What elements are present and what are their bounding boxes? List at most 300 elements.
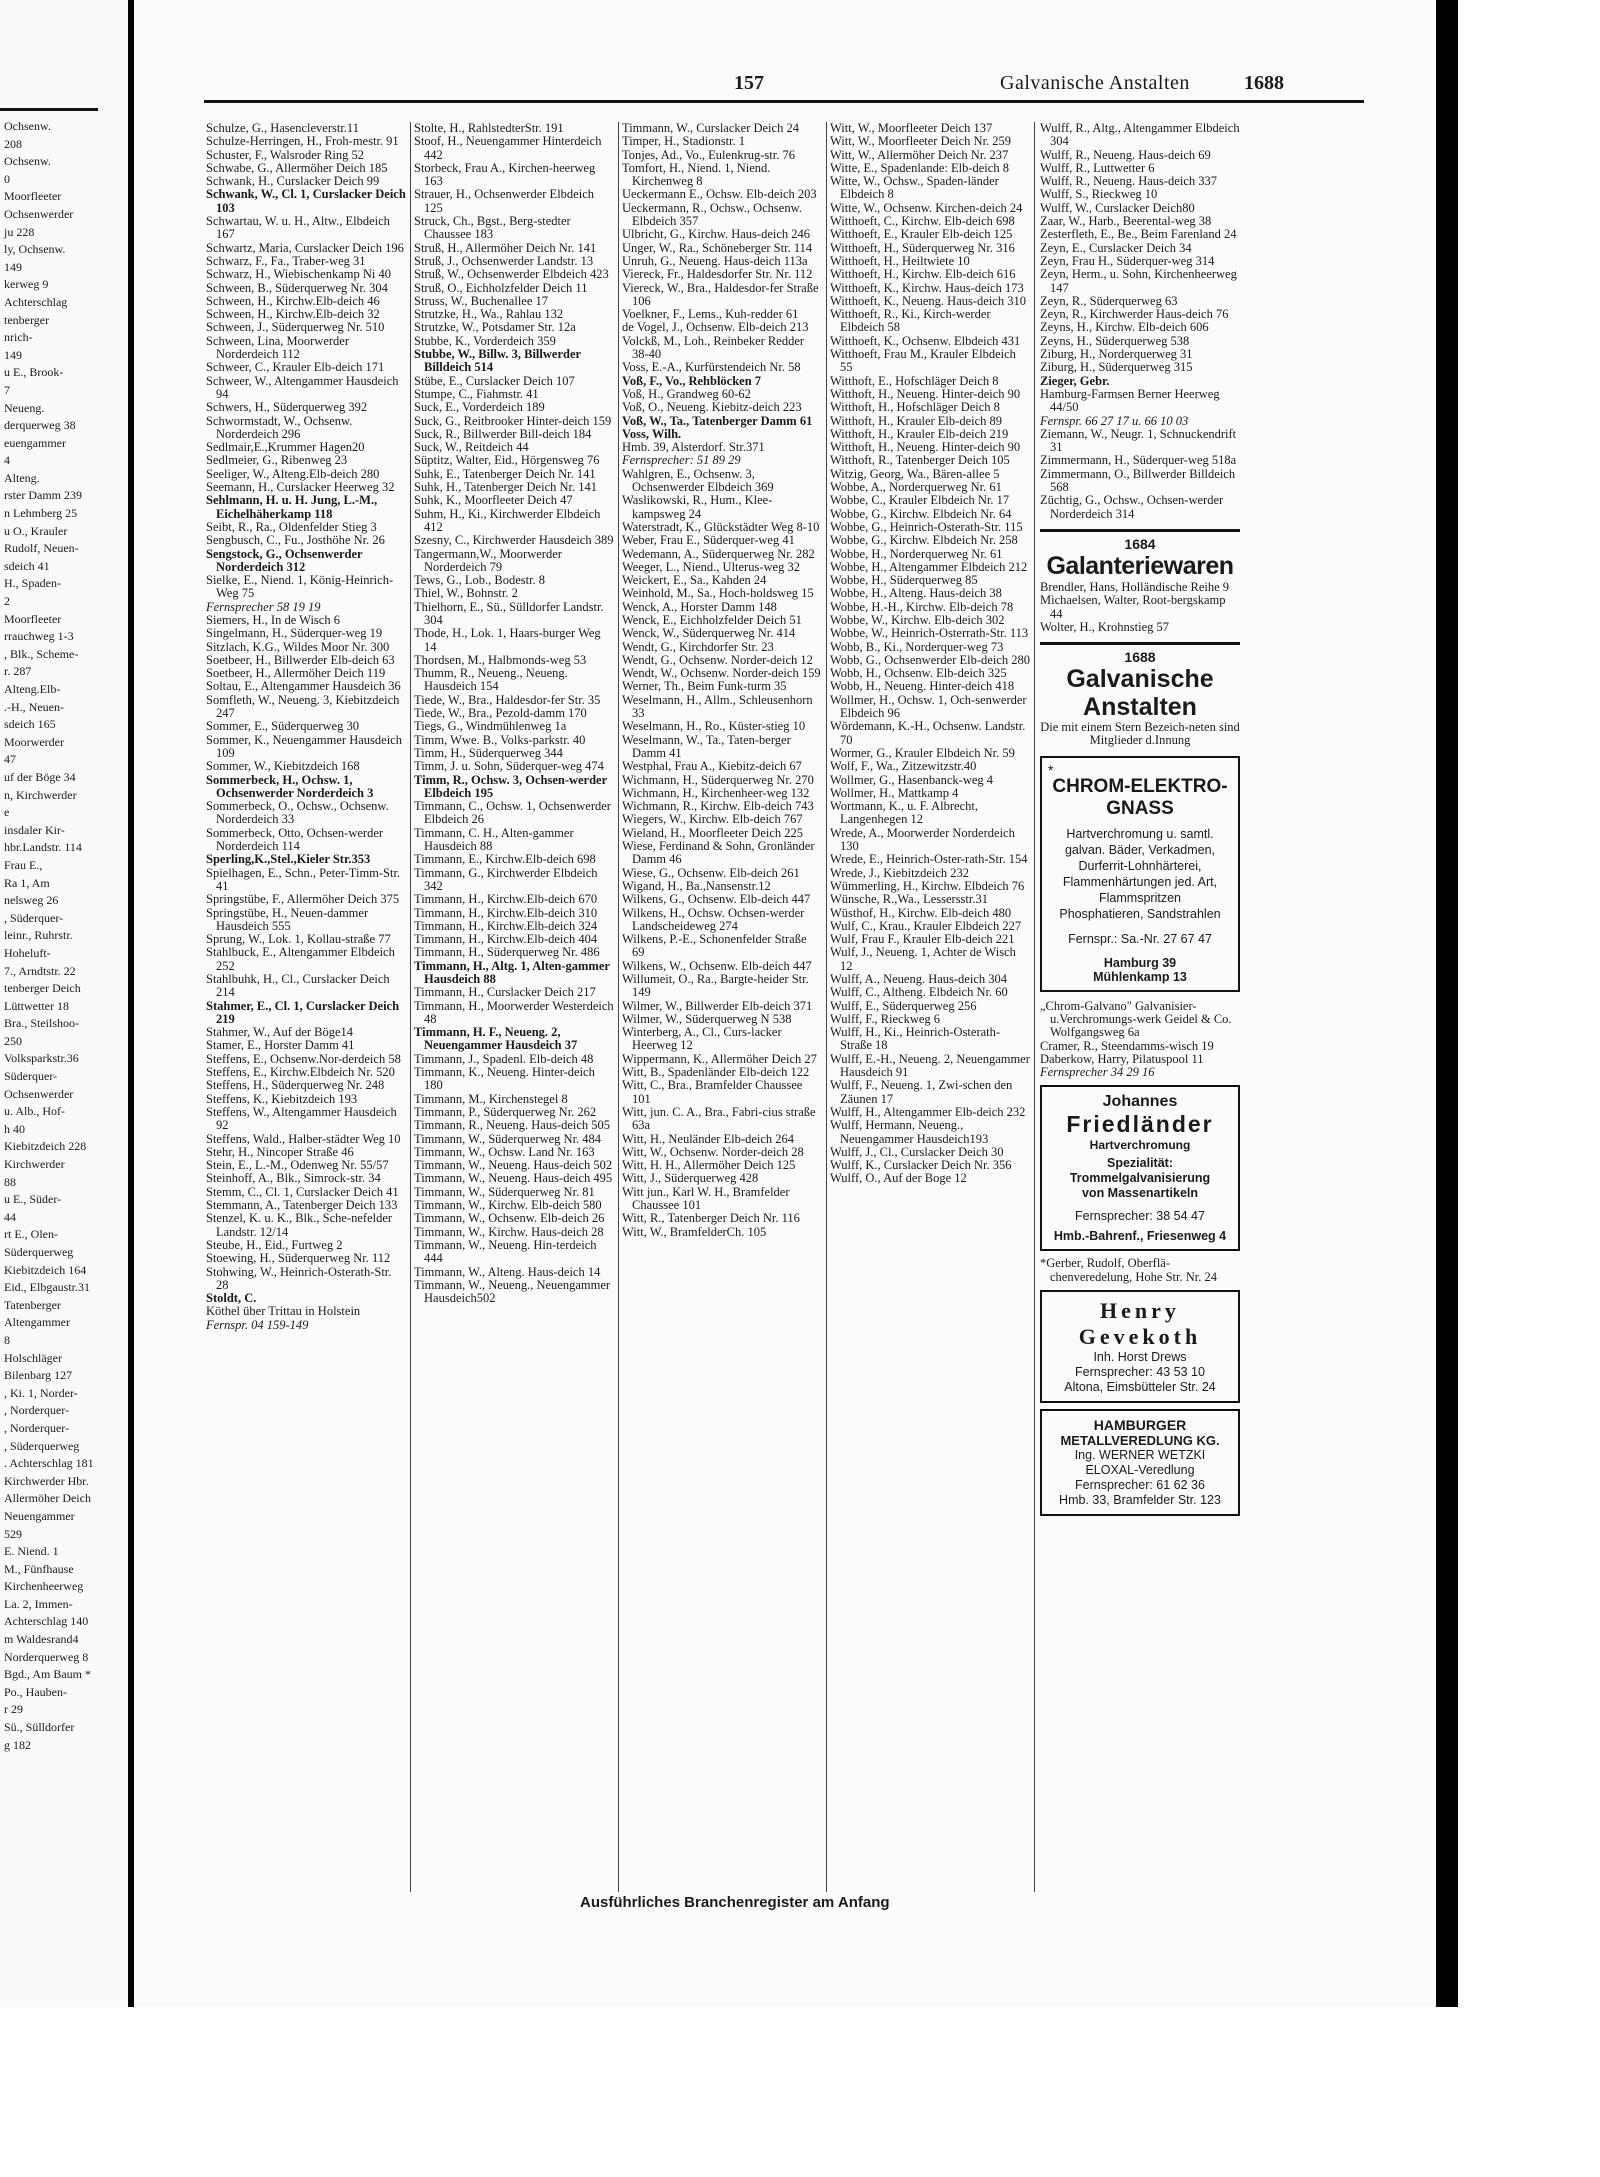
- listing-entry: Storbeck, Frau A., Kirchen-heerweg 163: [414, 160, 599, 189]
- listing-entry: Seibt, R., Ra., Oldenfelder Stieg 3: [206, 519, 377, 534]
- previous-page-fragment: Bilenbarg 127: [4, 1368, 73, 1383]
- previous-page-fragment: sdeich 165: [4, 717, 56, 732]
- previous-page-fragment: rrauchweg 1-3: [4, 629, 74, 644]
- listing-entry: Schween, J., Süderquerweg Nr. 510: [206, 320, 385, 335]
- listing-entry: Wolf, F., Wa., Zitzewitzstr.40: [830, 759, 977, 774]
- listing-entry: Timmann, H., Kirchw.Elb-deich 670: [414, 892, 598, 907]
- listing-entry: Zesterfleth, E., Be., Beim Farenland 24: [1040, 227, 1237, 242]
- listing-entry: Unruh, G., Neueng. Haus-deich 113a: [622, 253, 808, 268]
- listing-entry: Wobbe, H., Norderquerweg Nr. 61: [830, 546, 1003, 561]
- listing-entry: Werner, Th., Beim Funk-turm 35: [622, 679, 787, 694]
- listing-entry: Timmann, H., Süderquerweg Nr. 486: [414, 945, 600, 960]
- advert-lines: [1048, 1448, 1232, 1508]
- previous-page-fragment: euengammer: [4, 435, 66, 450]
- listing-entry: Wilkens, H., Ochsw. Ochsen-werder Landscheideweg 274: [622, 905, 808, 933]
- listing-entry: Springstübe, F., Allermöher Deich 375: [206, 892, 400, 907]
- previous-page-fragment: tenberger Deich: [4, 981, 81, 996]
- previous-page-fragment: e: [4, 805, 10, 820]
- listing-entry: Wulff, C., Altheng. Elbdeich Nr. 60: [830, 985, 1008, 1000]
- advert-line: ELOXAL-Veredlung: [1085, 1463, 1195, 1478]
- previous-page-fragment: m Waldesrand4: [4, 1632, 79, 1647]
- listing-entry: Sperling,K.,Stel.,Kieler Str.353: [206, 852, 371, 867]
- listing-entry: Wrede, E., Heinrich-Oster-rath-Str. 154: [830, 852, 1028, 867]
- listing-entry: Steffens, E., Kirchw.Elbdeich Nr. 520: [206, 1065, 395, 1080]
- listing-entry: Zeyns, H., Kirchw. Elb-deich 606: [1040, 320, 1209, 335]
- previous-page-fragment: h 40: [4, 1121, 25, 1136]
- header-rule: [204, 100, 1364, 103]
- listing-entry: Witt, W., Moorfleeter Deich 137: [830, 121, 993, 135]
- listing-entry: Wüsthof, H., Kirchw. Elb-deich 480: [830, 905, 1012, 920]
- listing-entry: Timmann, W., Ochsenw. Elb-deich 26: [414, 1211, 605, 1226]
- previous-page-fragment: Eid., Elbgaustr.31: [4, 1280, 90, 1295]
- previous-page-fragment: rster Damm 239: [4, 488, 82, 503]
- listing-entry: Timmann, H., Curslacker Deich 217: [414, 985, 596, 1000]
- listing-entry: Voss, E.-A., Kurfürstendeich Nr. 58: [622, 360, 801, 375]
- listing-entry: Schween, H., Kirchw.Elb-deich 46: [206, 293, 380, 308]
- listing-entry: Timmann, H. F., Neueng. 2, Neuengammer Hausdeich 37: [414, 1025, 578, 1053]
- listing-entry: Timm, Wwe. B., Volks-parkstr. 40: [414, 732, 586, 747]
- listing-entry: Weselmann, H., Allm., Schleusenhorn 33: [622, 692, 816, 721]
- listing-entry: Wümmerling, H., Kirchw. Elbdeich 76: [830, 878, 1025, 893]
- listing-entry: Wormer, G., Krauler Elbdeich Nr. 59: [830, 745, 1015, 760]
- listing-entry: Timper, H., Stadionstr. 1: [622, 134, 746, 149]
- listing-column-4: [830, 121, 1034, 1892]
- advert-line: Inh. Horst Drews: [1093, 1350, 1187, 1365]
- listing-entry: Voß, W., Ta., Tatenberger Damm 61: [622, 413, 813, 428]
- listing-entry: Timmann, H., Moorwerder Westerdeich 48: [414, 998, 617, 1026]
- advert-address: Hmb.-Bahrenf., Friesenweg 4: [1053, 1229, 1227, 1244]
- listing-entry: Hamburg-Farmsen Berner Heerweg 44/50: [1040, 386, 1223, 415]
- listing-entry: „Chrom-Galvano" Galvanisier-u.Verchromungs-werk Geidel & Co. Wolfgangsweg 6a: [1040, 998, 1235, 1040]
- listing-entry: Steube, H., Eid., Furtweg 2: [206, 1237, 343, 1252]
- listing-entry: Timmann, H., Kirchw.Elb-deich 404: [414, 932, 598, 947]
- listing-entry: Schween, H., Kirchw.Elb-deich 32: [206, 307, 380, 322]
- previous-page-fragment: Frau E.,: [4, 857, 43, 872]
- listing-entry: Wollmer, H., Ochsw. 1, Och-senwerder Elbdeich 96: [830, 692, 1030, 721]
- listing-entry: Daberkow, Harry, Pilatuspool 11: [1040, 1051, 1204, 1066]
- listing-entry: Wollmer, H., Mattkamp 4: [830, 785, 959, 800]
- listing-entry: Süptitz, Walter, Eid., Hörgensweg 76: [414, 453, 600, 468]
- listing-entry: Witthoft, H., Krauler Elb-deich 89: [830, 413, 1003, 428]
- listing-entry: Szesny, C., Kirchwerder Hausdeich 389: [414, 533, 614, 548]
- listing-entry: Witthoeft, K., Kirchw. Haus-deich 173: [830, 280, 1024, 295]
- listing-entry: Witte, E., Spadenlande: Elb-deich 8: [830, 160, 1009, 175]
- listing-entry: Timmann, H., Kirchw.Elb-deich 324: [414, 918, 598, 933]
- listing-entry: Schwarz, F., Fa., Traber-weg 31: [206, 253, 366, 268]
- listing-entry: Viereck, Fr., Haldesdorfer Str. Nr. 112: [622, 267, 813, 282]
- previous-page-fragment: 44: [4, 1209, 16, 1224]
- listing-entry: Wulff, F., Neueng. 1, Zwi-schen den Zäunen 17: [830, 1078, 1016, 1106]
- listing-entry: Singelmann, H., Süderquer-weg 19: [206, 626, 383, 641]
- listing-entry: Schwabe, G., Allermöher Deich 185: [206, 160, 388, 175]
- listing-entry: Zeyn, E., Curslacker Deich 34: [1040, 240, 1192, 255]
- listing-entry: Timmann, H., Altg. 1, Alten-gammer Hausdeich 88: [414, 958, 613, 986]
- listing-entry: Tonjes, Ad., Vo., Eulenkrug-str. 76: [622, 147, 795, 162]
- listing-entry: Wulff, O., Auf der Boge 12: [830, 1171, 967, 1186]
- advert-line: Phosphatieren, Sandstrahlen: [1059, 906, 1221, 921]
- listing-entry: Witt, H. H., Allermöher Deich 125: [622, 1158, 796, 1173]
- listing-entry: Wobb, B., Ki., Norderquer-weg 73: [830, 639, 1004, 654]
- listing-entry: Soetbeer, H., Billwerder Elb-deich 63: [206, 652, 395, 667]
- listing-entry: Witt, W., Moorfleeter Deich Nr. 259: [830, 134, 1012, 149]
- previous-page-fragment: Ochsenw.: [4, 119, 51, 133]
- listing-entry: Timm, H., Süderquerweg 344: [414, 745, 563, 760]
- listing-entry: Voss, Wilh.: [622, 426, 682, 441]
- listing-entry: Suck, W., Reitdeich 44: [414, 440, 529, 455]
- listing-entry: Strutzke, H., Wa., Rahlau 132: [414, 307, 564, 322]
- listing-entry: Wobbe, H.-H., Kirchw. Elb-deich 78: [830, 599, 1014, 614]
- listing-entry: Sengbusch, C., Fu., Josthöhe Nr. 26: [206, 533, 385, 548]
- listing-entry: Witthoft, H., Neueng. Hinter-deich 90: [830, 440, 1021, 455]
- listing-entry: Stohwing, W., Heinrich-Osterath-Str. 28: [206, 1264, 395, 1292]
- previous-page-fragment: ly, Ochsenw.: [4, 242, 66, 257]
- listing-entry: Thiel, W., Bohnstr. 2: [414, 586, 518, 601]
- listing-entry: Timmann, W., Alteng. Haus-deich 14: [414, 1264, 601, 1279]
- listing-entry: Zaar, W., Harb., Beerental-weg 38: [1040, 214, 1212, 229]
- previous-page-fragment: u E., Brook-: [4, 365, 64, 380]
- listing-entry: Wulff, Hermann, Neueng., Neuengammer Hausdeich193: [830, 1118, 989, 1146]
- listing-entry: Zeyn, R., Süderquerweg 63: [1040, 293, 1178, 308]
- previous-page-fragment: .-H., Neuen-: [4, 699, 64, 714]
- listing-entry: Westphal, Frau A., Kiebitz-deich 67: [622, 759, 802, 774]
- listing-entry: Michaelsen, Walter, Root-bergskamp 44: [1040, 593, 1229, 621]
- listing-entry: Struss, W., Buchenallee 17: [414, 293, 549, 308]
- previous-page-fragment: hbr.Landstr. 114: [4, 840, 82, 855]
- listing-entry: Ueckermann, R., Ochsw., Ochsenw. Elbdeich 357: [622, 200, 806, 229]
- listing-entry: Weeger, L., Niend., Ulterus-weg 32: [622, 559, 800, 574]
- listing-entry: Ulbricht, G., Kirchw. Haus-deich 246: [622, 227, 811, 242]
- listing-entry: Stahmer, E., Cl. 1, Curslacker Deich 219: [206, 998, 403, 1026]
- listing-entry: Stenzel, K. u. K., Blk., Sche-nefelder Landstr. 12/14: [206, 1211, 396, 1239]
- previous-page-fragment: u. Alb., Hof-: [4, 1104, 65, 1119]
- previous-page-fragment: nelsweg 26: [4, 893, 59, 908]
- previous-page-fragment: , Blk., Scheme-: [4, 646, 79, 661]
- listing-entry: Witt, W., Allermöher Deich Nr. 237: [830, 147, 1009, 162]
- advert-line: Hmb. 33, Bramfelder Str. 123: [1059, 1493, 1221, 1508]
- listing-entry: Witthoeft, C., Kirchw. Elb-deich 698: [830, 214, 1015, 229]
- listing-entry: Stoewing, H., Süderquerweg Nr. 112: [206, 1251, 391, 1266]
- listing-entry: Wulf, J., Neueng. 1, Achter de Wisch 12: [830, 945, 1019, 973]
- listing-entry: Schweer, C., Krauler Elb-deich 171: [206, 360, 385, 375]
- advert-address: Hamburg 39: [1103, 955, 1177, 970]
- listing-entry: Wrede, A., Moorwerder Norderdeich 130: [830, 825, 1018, 854]
- listing-entry: Waslikowski, R., Hum., Klee-kampsweg 24: [622, 493, 773, 521]
- listing-entry: Ueckermann E., Ochsw. Elb-deich 203: [622, 187, 817, 202]
- listing-column-5: [1040, 121, 1243, 1892]
- previous-page-fragment: Po., Hauben-: [4, 1684, 67, 1699]
- category-number: 1688: [1244, 72, 1284, 94]
- listing-entry: Spielhagen, E., Schn., Peter-Timm-Str. 41: [206, 865, 404, 893]
- column-divider: [618, 122, 619, 1892]
- advert-title: Gevekoth: [1078, 1324, 1202, 1350]
- listing-entry: Timmann, P., Süderquerweg Nr. 262: [414, 1104, 597, 1119]
- listing-entry: Sommerbeck, Otto, Ochsen-werder Norderdeich 114: [206, 825, 387, 854]
- previous-page-fragment: . Achterschlag 181: [4, 1456, 94, 1471]
- listing-entry: Wulff, K., Curslacker Deich Nr. 356: [830, 1158, 1012, 1173]
- listing-entry: Timmann, G., Kirchwerder Elbdeich 342: [414, 865, 601, 893]
- advert-title: Henry: [1100, 1298, 1180, 1324]
- advert-line: Spezialität:: [1107, 1156, 1173, 1171]
- listing-entry: Voß, H., Grandweg 60-62: [622, 386, 751, 401]
- listing-entry: Wulff, R., Luttwetter 6: [1040, 160, 1155, 175]
- section-note: Die mit einem Stern Bezeich-neten sind Mitglieder d.Innung: [1040, 720, 1243, 748]
- listing-entry: Timmann, W., Neueng. Haus-deich 495: [414, 1171, 613, 1186]
- listing-entry: Schwers, H., Süderquerweg 392: [206, 400, 368, 415]
- listing-entry: Struß, J., Ochsenwerder Landstr. 13: [414, 253, 594, 268]
- listing-entry: Zimmermann, O., Billwerder Billdeich 568: [1040, 466, 1239, 495]
- listing-entry: Wilkens, P.-E., Schonenfelder Straße 69: [622, 932, 810, 960]
- advert-line: von Massenartikeln: [1081, 1186, 1198, 1201]
- listing-entry: Steffens, E., Ochsenw.Nor-derdeich 58: [206, 1051, 401, 1066]
- section-number: 1684: [1124, 535, 1156, 552]
- advert-friedlaender: [1040, 1085, 1240, 1251]
- advert-chrom-elektro: [1040, 756, 1240, 992]
- listing-entry: Schwormstadt, W., Ochsenw. Norderdeich 296: [206, 413, 356, 441]
- listing-entry: Witt, J., Süderquerweg 428: [622, 1171, 759, 1186]
- previous-page-fragment: , Norderquer-: [4, 1403, 70, 1418]
- listing-entry: Wrede, J., Kiebitzdeich 232: [830, 865, 970, 880]
- listing-entry: Witt jun., Karl W. H., Bramfelder Chaussee 101: [622, 1184, 793, 1213]
- previous-page-fragment: 0: [4, 171, 10, 186]
- entries-z: [1040, 121, 1243, 521]
- listing-entry: Witt, H., Neuländer Elb-deich 264: [622, 1131, 795, 1146]
- previous-page-fragment: Allermöher Deich: [4, 1491, 91, 1506]
- listing-entry: Viereck, W., Bra., Haldesdor-fer Straße 106: [622, 280, 822, 308]
- listing-entry: Witt, C., Bra., Bramfelder Chaussee 101: [622, 1078, 806, 1106]
- listing-entry: Witthoft, H., Hofschläger Deich 8: [830, 400, 1000, 415]
- advert-title: HAMBURGER: [1093, 1417, 1187, 1434]
- listing-entry: Zeyn, Herm., u. Sohn, Kirchenheerweg 147: [1040, 267, 1240, 295]
- listing-entry: Wobbe, W., Heinrich-Osterrath-Str. 113: [830, 626, 1029, 641]
- previous-page-fragment: Neueng.: [4, 400, 45, 415]
- advert-lines: [1048, 826, 1232, 922]
- section-rule: [1040, 642, 1240, 645]
- listing-entry: Wulf, Frau F., Krauler Elb-deich 221: [830, 932, 1015, 947]
- listing-entry: Wulff, H., Altengammer Elb-deich 232: [830, 1104, 1026, 1119]
- listing-entry: Wenck, E., Eichholzfelder Deich 51: [622, 612, 802, 627]
- listing-entry: Schulze-Herringen, H., Froh-mestr. 91: [206, 134, 399, 149]
- listing-entry: Witt, jun. C. A., Bra., Fabri-cius straße 63a: [622, 1104, 819, 1133]
- page-number: 157: [734, 72, 764, 94]
- column-divider: [410, 122, 411, 1892]
- listing-entry: Wobbe, H., Alteng. Haus-deich 38: [830, 586, 1002, 601]
- listing-entry: Schwank, H., Curslacker Deich 99: [206, 174, 380, 189]
- previous-page-fragment: Holschläger: [4, 1350, 62, 1365]
- previous-page-fragment: nrich-: [4, 330, 33, 345]
- advert-metallveredlung: [1040, 1409, 1240, 1516]
- listing-entry: Suck, R., Billwerder Bill-deich 184: [414, 426, 592, 441]
- previous-page-fragment: Kirchwerder Hbr.: [4, 1473, 89, 1488]
- binding-edge: [1436, 0, 1458, 2007]
- section-entries: [1040, 1257, 1240, 1284]
- previous-page-fragment: leinr., Ruhrstr.: [4, 928, 73, 943]
- previous-page-fragment: 47: [4, 752, 16, 767]
- listing-entry: Witt, W., BramfelderCh. 105: [622, 1224, 767, 1239]
- listing-entry: Tomfort, H., Niend. 1, Niend. Kirchenweg 8: [622, 160, 774, 189]
- listing-entry: Witzig, Georg, Wa., Bären-allee 5: [830, 466, 1000, 481]
- previous-page-fragment: Rudolf, Neuen-: [4, 541, 79, 556]
- listing-entry: Schuster, F., Walsroder Ring 52: [206, 147, 365, 162]
- listing-entry: Witt, B., Spadenländer Elb-deich 122: [622, 1065, 810, 1080]
- previous-page-fragment: Ochsenw.: [4, 154, 51, 169]
- listing-entry: Wippermann, K., Allermöher Deich 27: [622, 1051, 817, 1066]
- advert-line: Flammspritzen: [1099, 890, 1181, 905]
- listing-entry: Witthoeft, H., Süderquerweg Nr. 316: [830, 240, 1015, 255]
- previous-page-fragment: u E., Süder-: [4, 1192, 62, 1207]
- listing-entry: Wichmann, R., Kirchw. Elb-deich 743: [622, 799, 814, 814]
- listing-entry: Witthoeft, H., Heiltwiete 10: [830, 253, 970, 268]
- previous-page-fragment: Sü., Sülldorfer: [4, 1720, 75, 1735]
- listing-entry: Volckß, M., Loh., Reinbeker Redder 38-40: [622, 333, 808, 362]
- section-title: Galanteriewaren: [1046, 551, 1234, 580]
- listing-entry: Struß, O., Eichholzfelder Deich 11: [414, 280, 588, 295]
- advert-lines: [1048, 1350, 1232, 1395]
- listing-entry: Winterberg, A., Cl., Curs-lacker Heerweg 12: [622, 1025, 785, 1053]
- listing-entry: Seeliger, W., Alteng.Elb-deich 280: [206, 466, 380, 481]
- listing-entry: Voelkner, F., Lems., Kuh-redder 61: [622, 307, 799, 322]
- advert-line: Altona, Eimsbütteler Str. 24: [1064, 1380, 1216, 1395]
- listing-entry: Somfleth, W., Neueng. 3, Kiebitzdeich 247: [206, 692, 403, 721]
- listing-entry: Fernspr. 04 159-149: [206, 1317, 309, 1332]
- listing-entry: Voß, F., Vo., Rehblöcken 7: [622, 373, 762, 388]
- listing-entry: Wolter, H., Krohnstieg 57: [1040, 619, 1170, 634]
- listing-entry: Schween, B., Süderquerweg Nr. 304: [206, 280, 388, 295]
- section-entries: [1040, 581, 1240, 634]
- advert-line: Ing. WERNER WETZKI: [1074, 1448, 1206, 1463]
- listing-entry: Sommer, W., Kiebitzdeich 168: [206, 759, 360, 774]
- listing-entry: Waterstradt, K., Glückstädter Weg 8-10: [622, 519, 820, 534]
- listing-entry: Sommer, K., Neuengammer Hausdeich 109: [206, 732, 406, 760]
- listing-entry: Wulff, R., Neueng. Haus-deich 337: [1040, 174, 1218, 189]
- listing-entry: Timmann, W., Süderquerweg Nr. 484: [414, 1131, 602, 1146]
- listing-entry: Wendt, W., Ochsenw. Norder-deich 159: [622, 666, 821, 681]
- previous-page-fragment: , Ki. 1, Norder-: [4, 1385, 78, 1400]
- listing-entry: Springstübe, H., Neuen-dammer Hausdeich 555: [206, 905, 372, 933]
- listing-column-3: [622, 122, 822, 1892]
- listing-entry: Siemers, H., In de Wisch 6: [206, 612, 340, 627]
- listing-entry: Struß, W., Ochsenwerder Elbdeich 423: [414, 267, 609, 282]
- listing-entry: Voß, O., Neueng. Kiebitz-deich 223: [622, 400, 802, 415]
- advert-phone: Fernspr.: Sa.-Nr. 27 67 47: [1068, 931, 1212, 946]
- listing-entry: Suhk, E., Tatenberger Deich Nr. 141: [414, 466, 596, 481]
- previous-page-fragment: 149: [4, 347, 22, 362]
- advert-title: GNASS: [1106, 797, 1174, 819]
- listing-entry: Soltau, E., Altengammer Hausdeich 36: [206, 679, 401, 694]
- previous-page-fragment: n, Kirchwerder: [4, 787, 77, 802]
- previous-page-fragment: Volksparkstr.36: [4, 1051, 79, 1066]
- advert-title: CHROM-ELEKTRO-: [1052, 775, 1228, 797]
- listing-entry: de Vogel, J., Ochsenw. Elb-deich 213: [622, 320, 809, 335]
- listing-entry: Wulff, F., Rieckweg 6: [830, 1011, 941, 1026]
- listing-entry: Wiese, Ferdinand & Sohn, Gronländer Damm 46: [622, 839, 818, 867]
- listing-entry: Wördemann, K.-H., Ochsenw. Landstr. 70: [830, 719, 1029, 747]
- previous-page-fragment: Moorwerder: [4, 734, 64, 749]
- listing-column-1: [206, 121, 409, 1892]
- listing-entry: Wulff, J., Cl., Curslacker Deich 30: [830, 1144, 1004, 1159]
- listing-entry: Schwartau, W. u. H., Altw., Elbdeich 167: [206, 214, 394, 242]
- listing-entry: Wobbe, G., Kirchw. Elbdeich Nr. 64: [830, 506, 1012, 521]
- listing-entry: Weselmann, H., Ro., Küster-stieg 10: [622, 719, 806, 734]
- listing-entry: Wiese, G., Ochsenw. Elb-deich 261: [622, 865, 800, 880]
- listing-entry: Timmann, W., Neueng. Hin-terdeich 444: [414, 1237, 600, 1266]
- listing-entry: Wenck, A., Horster Damm 148: [622, 599, 777, 614]
- listing-entry: Suhm, H., Ki., Kirchwerder Elbdeich 412: [414, 506, 604, 534]
- listing-entry: Wulff, R., Neueng. Haus-deich 69: [1040, 147, 1211, 162]
- listing-entry: Zeyn, Frau H., Süderquer-weg 314: [1040, 253, 1215, 268]
- listing-entry: Wobbe, W., Kirchw. Elb-deich 302: [830, 612, 1005, 627]
- listing-entry: Sitzlach, K.G., Wildes Moor Nr. 300: [206, 639, 390, 654]
- listing-entry: Wobb, G., Ochsenwerder Elb-deich 280: [830, 652, 1030, 667]
- listing-entry: Steinhoff, A., Blk., Simrock-str. 34: [206, 1171, 381, 1186]
- column-divider: [826, 122, 827, 1892]
- listing-entry: Wulff, E., Süderquerweg 256: [830, 998, 977, 1013]
- previous-page-fragment: Moorfleeter: [4, 611, 62, 626]
- listing-entry: Wenck, W., Süderquerweg Nr. 414: [622, 626, 796, 641]
- listing-entry: Timmann, E., Kirchw.Elb-deich 698: [414, 852, 596, 867]
- previous-page-fragment: 529: [4, 1526, 22, 1541]
- listing-entry: Witthoft, H., Neueng. Hinter-deich 90: [830, 386, 1021, 401]
- previous-page-fragment: r 29: [4, 1702, 23, 1717]
- listing-entry: Tiede, W., Bra., Haldesdor-fer Str. 35: [414, 692, 601, 707]
- advert-title: Friedländer: [1066, 1111, 1214, 1138]
- previous-page-fragment: 2: [4, 594, 10, 609]
- listing-entry: Wulff, A., Neueng. Haus-deich 304: [830, 972, 1008, 986]
- previous-page-fragment: ju 228: [4, 224, 35, 239]
- previous-page-fragment: u O., Krauler: [4, 523, 68, 538]
- listing-entry: Timmann, K., Neueng. Hinter-deich 180: [414, 1065, 598, 1093]
- previous-page-fragment: Altengammer: [4, 1315, 70, 1330]
- listing-entry: Wilmer, W., Billwerder Elb-deich 371: [622, 998, 813, 1013]
- listing-entry: Wobbe, A., Norderquerweg Nr. 61: [830, 480, 1002, 495]
- listing-entry: Struck, Ch., Bgst., Berg-stedter Chaussee 183: [414, 214, 574, 242]
- listing-entry: Witthoeft, R., Ki., Kirch-werder Elbdeich 58: [830, 307, 994, 335]
- listing-entry: Zimmermann, H., Süderquer-weg 518a: [1040, 453, 1237, 468]
- previous-page-fragment: Achterschlag: [4, 294, 68, 309]
- listing-entry: Wendt, G., Kirchdorfer Str. 23: [622, 639, 774, 654]
- listing-entry: Stubbe, W., Billw. 3, Billwerder Billdeich 514: [414, 347, 584, 375]
- listing-entry: Timmann, H., Kirchw.Elb-deich 310: [414, 905, 598, 920]
- previous-page-fragment: 7: [4, 382, 10, 397]
- listing-entry: Stubbe, K., Vorderdeich 359: [414, 333, 556, 348]
- listing-entry: Wobbe, C., Krauler Elbdeich Nr. 17: [830, 493, 1010, 508]
- listing-entry: Wobb, H., Neueng. Hinter-deich 418: [830, 679, 1015, 694]
- previous-page-fragment: Kiebitzdeich 164: [4, 1262, 87, 1277]
- listing-entry: Struß, H., Allermöher Deich Nr. 141: [414, 240, 597, 255]
- listing-column-2: [414, 121, 617, 1892]
- previous-page-fragment: 250: [4, 1033, 22, 1048]
- listing-entry: Witte, W., Ochsw., Spaden-länder Elbdeich 8: [830, 174, 1002, 202]
- listing-entry: Wobbe, H., Altengammer Elbdeich 212: [830, 559, 1028, 574]
- previous-page-fragment: tenberger: [4, 312, 50, 327]
- previous-page-fragment: M., Fünfhause: [4, 1561, 74, 1576]
- previous-page-fragment: Bgd., Am Baum *: [4, 1667, 92, 1682]
- listing-entry: Thordsen, M., Halbmonds-weg 53: [414, 652, 587, 667]
- listing-entry: Sehlmann, H. u. H. Jung, L.-M., Eichelhäherkamp 118: [206, 493, 381, 521]
- listing-entry: Timmann, W., Kirchw. Haus-deich 28: [414, 1224, 604, 1239]
- previous-page-fragment: Süderquerweg: [4, 1245, 74, 1259]
- listing-entry: Wulff, S., Rieckweg 10: [1040, 187, 1158, 202]
- advert-line: Durferrit-Lohnhärterei,: [1078, 858, 1202, 873]
- previous-page-fragment: 208: [4, 136, 22, 151]
- listing-entry: Suhk, K., Moorfleeter Deich 47: [414, 493, 573, 508]
- advert-line: Fernsprecher: 61 62 36: [1075, 1478, 1205, 1493]
- previous-page-fragment: Kirchenheerweg: [4, 1579, 84, 1594]
- listing-entry: Willumeit, O., Ra., Bargte-heider Str. 149: [622, 972, 812, 1000]
- previous-page-strip: [0, 0, 128, 2007]
- page-footer: Ausführliches Branchenregister am Anfang: [580, 1894, 890, 1911]
- previous-page-fragment: Neuengammer: [4, 1508, 75, 1523]
- previous-page-fragment: Moorfleeter: [4, 189, 62, 204]
